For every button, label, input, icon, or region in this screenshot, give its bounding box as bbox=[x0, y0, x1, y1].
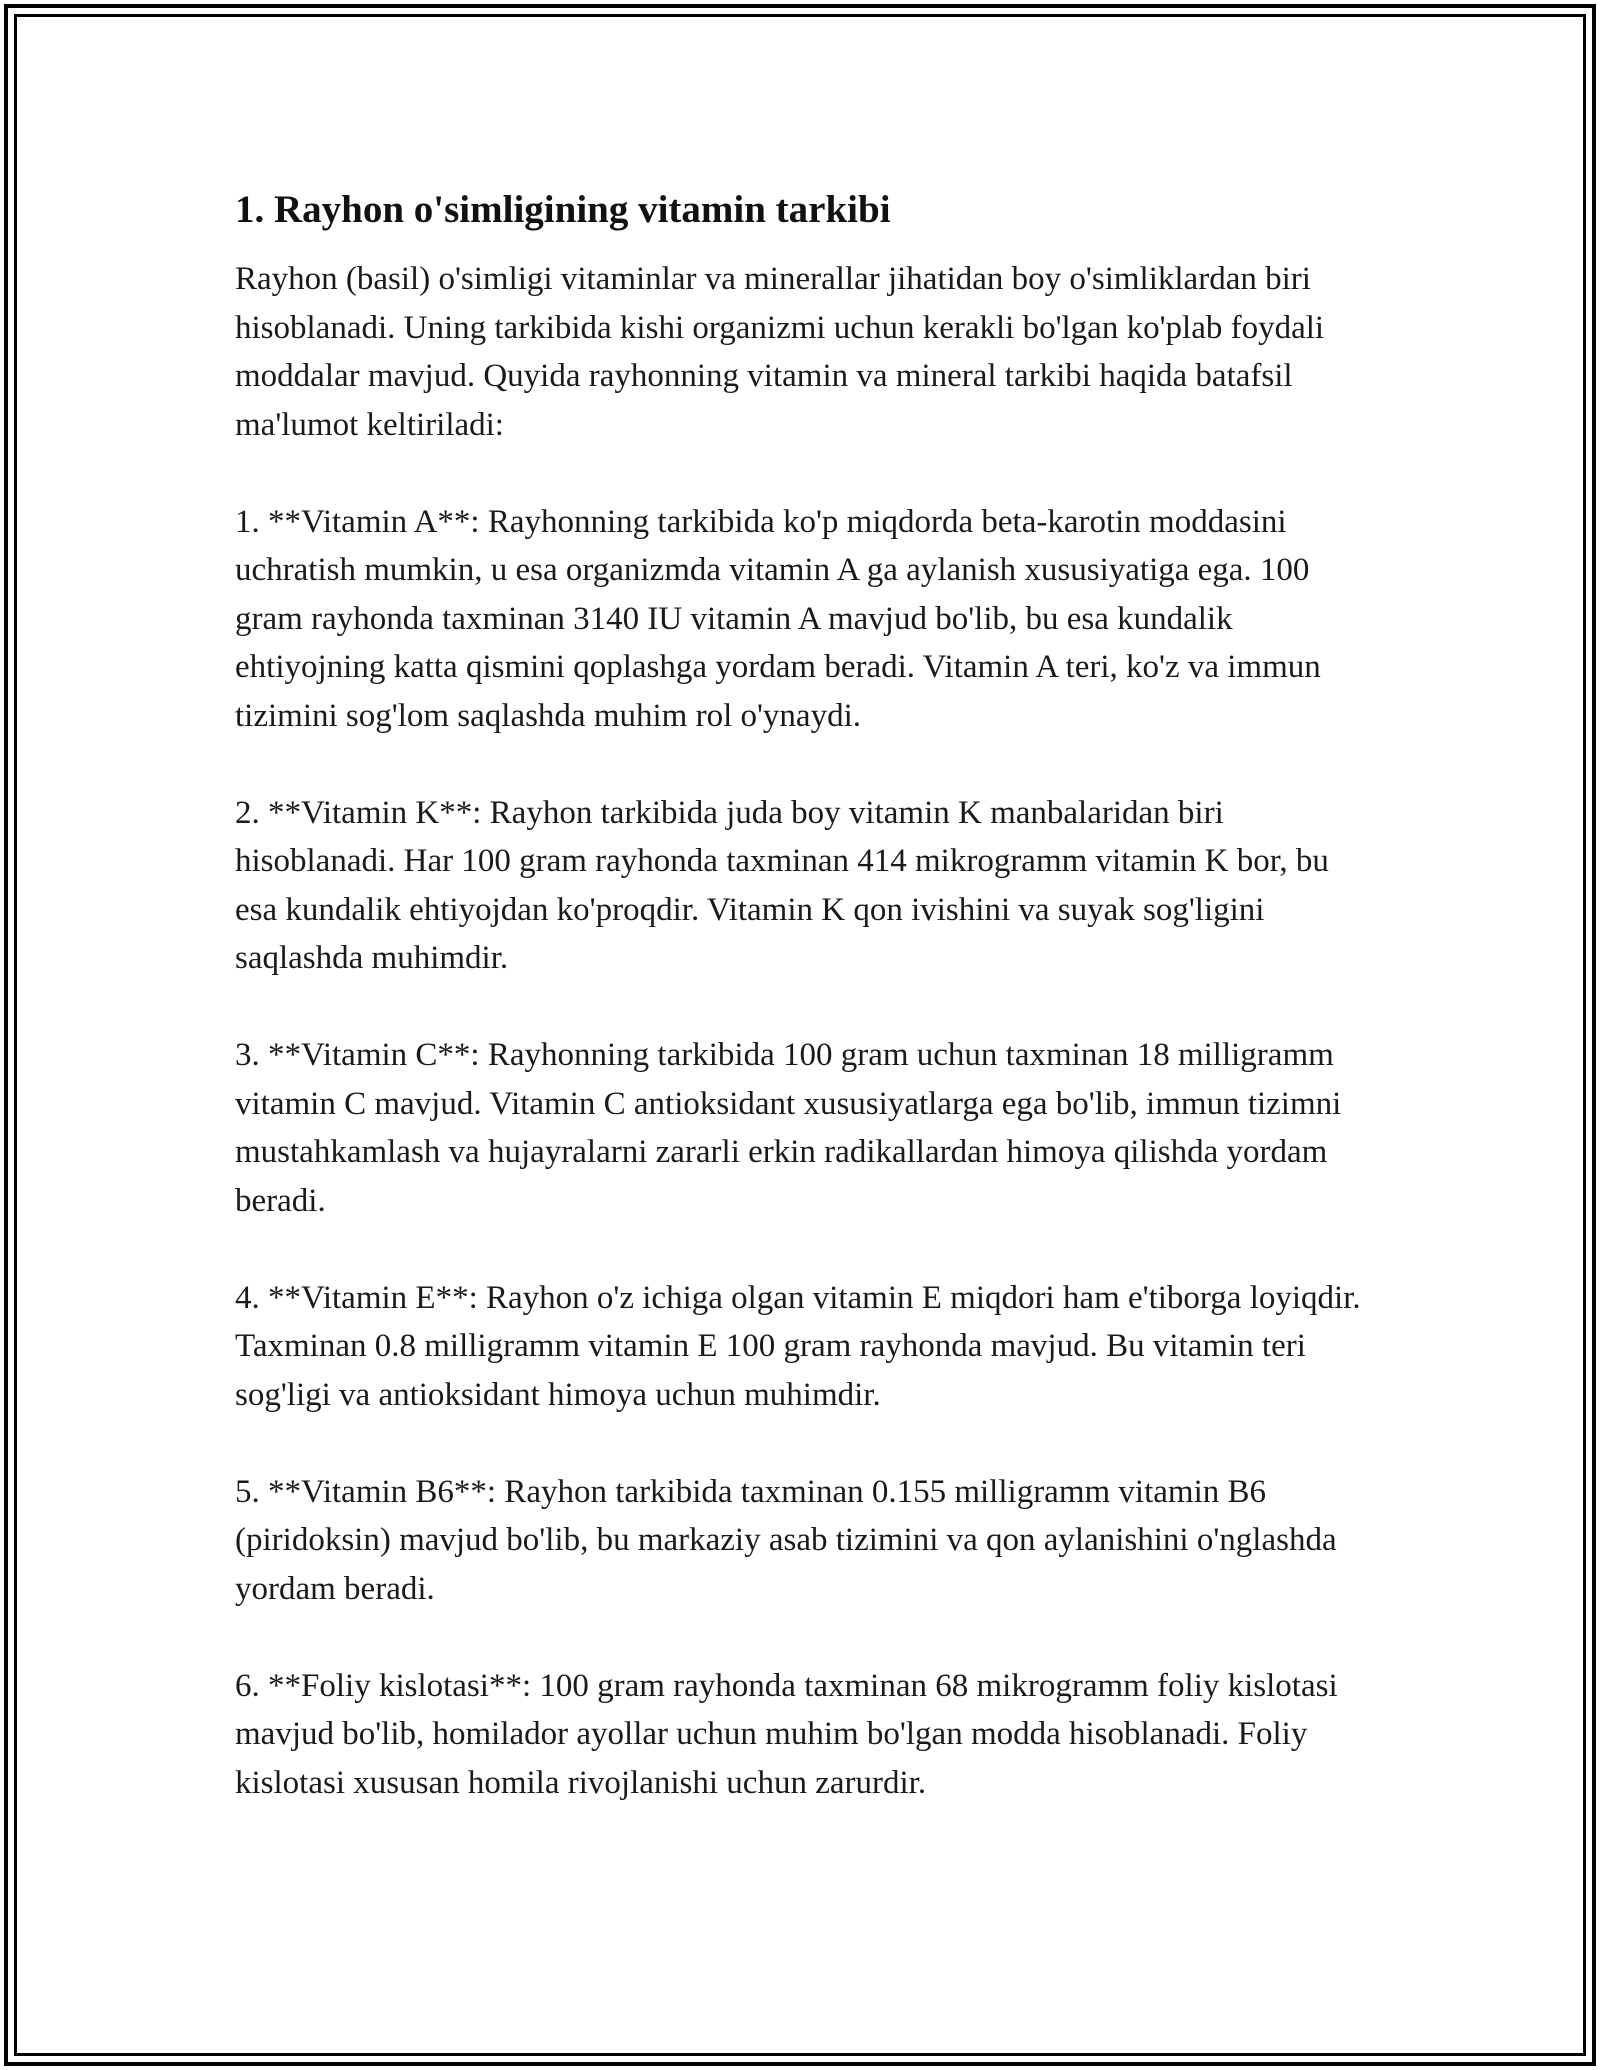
folic-acid-paragraph: 6. **Foliy kislotasi**: 100 gram rayhonda taxminan 68 mikrogramm foliy kislotasi mavjud bo'lib, homilador ayollar uchun muhim bo'lgan modda hisoblanadi. Foliy kislotasi xususan homila rivojlanishi uchun zarurdir. bbox=[235, 1667, 1338, 1801]
vitamin-b6-paragraph: 5. **Vitamin B6**: Rayhon tarkibida taxminan 0.155 milligramm vitamin B6 (piridoksin) mavjud bo'lib, bu markaziy asab tizimini va qon aylanishini o'nglashda yordam beradi. bbox=[235, 1473, 1337, 1607]
vitamin-e-paragraph: 4. **Vitamin E**: Rayhon o'z ichiga olgan vitamin E miqdori ham e'tiborga loyiqdir. Taxminan 0.8 milligramm vitamin E 100 gram rayhonda mavjud. Bu vitamin teri sog'ligi va antioksidant himoya uchun muhimdir. bbox=[235, 1279, 1361, 1413]
vitamin-k-paragraph: 2. **Vitamin K**: Rayhon tarkibida juda boy vitamin K manbalaridan biri hisoblanadi. Har 100 gram rayhonda taxminan 414 mikrogramm vitamin K bor, bu esa kundalik ehtiyojdan ko'proqdir. Vitamin K qon ivishini va suyak sog'ligini saqlashda muhimdir. bbox=[235, 794, 1329, 976]
vitamin-c-paragraph: 3. **Vitamin C**: Rayhonning tarkibida 100 gram uchun taxminan 18 milligramm vitamin C mavjud. Vitamin C antioksidant xususiyatlarga ega bo'lib, immun tizimni mustahkamlash va hujayralarni zararli erkin radikallardan himoya qilishda yordam beradi. bbox=[235, 1037, 1342, 1219]
document-body bbox=[235, 185, 1375, 1856]
vitamin-a-paragraph: 1. **Vitamin A**: Rayhonning tarkibida ko'p miqdorda beta-karotin moddasini uchratish mumkin, u esa organizmda vitamin A ga aylanish xususiyatiga ega. 100 gram rayhonda taxminan 3140 IU vitamin A mavjud bo'lib, bu esa kundalik ehtiyojning katta qismini qoplashga yordam beradi. Vitamin A teri, ko'z va immun tizimini sog'lom saqlashda muhim rol o'ynaydi. bbox=[235, 503, 1321, 734]
intro-paragraph: Rayhon (basil) o'simligi vitaminlar va minerallar jihatidan boy o'simliklardan biri hisoblanadi. Uning tarkibida kishi organizmi uchun kerakli bo'lgan ko'plab foydali moddalar mavjud. Quyida rayhonning vitamin va mineral tarkibi haqida batafsil ma'lumot keltiriladi: bbox=[235, 261, 1325, 443]
document-title: 1. Rayhon o'simligining vitamin tarkibi bbox=[235, 188, 891, 231]
